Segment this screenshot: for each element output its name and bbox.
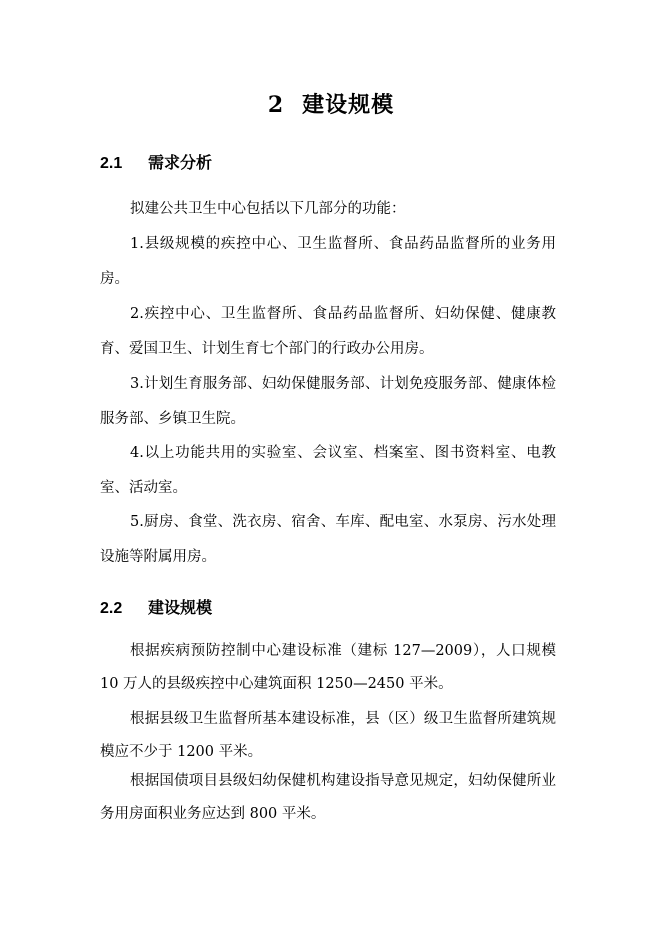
chapter-title [0,88,662,119]
section-title: 需求分析 [148,153,213,172]
section-heading-2-1 [100,150,212,173]
list-item: 3.计划生育服务部、妇幼保健服务部、计划免疫服务部、健康体检服务部、乡镇卫生院。 [100,376,556,427]
list-item: 2.疾控中心、卫生监督所、食品药品监督所、妇幼保健、健康教育、爱国卫生、计划生育七个部门的行政办公用房。 [100,306,556,357]
body-paragraph: 根据县级卫生监督所基本建设标准，县（区）级卫生监督所建筑规模应不少于 1200 平米。 [100,711,556,760]
section-number: 2.2 [100,600,123,617]
chapter-number: 2 [267,92,285,118]
list-item: 4.以上功能共用的实验室、会议室、档案室、图书资料室、电教室、活动室。 [100,445,556,496]
section-number: 2.1 [100,155,123,172]
list-item: 1.县级规模的疾控中心、卫生监督所、食品药品监督所的业务用房。 [100,236,556,287]
section-intro: 拟建公共卫生中心包括以下几部分的功能： [130,201,406,217]
section-title: 建设规模 [148,598,213,617]
body-paragraph: 根据国债项目县级妇幼保健机构建设指导意见规定，妇幼保健所业务用房面积业务应达到 800 平米。 [100,773,556,822]
list-item: 5.厨房、食堂、洗衣房、宿舍、车库、配电室、水泵房、污水处理设施等附属用房。 [100,514,556,565]
section-heading-2-2 [100,595,212,618]
chapter-title-text: 建设规模 [302,92,395,118]
body-paragraph: 根据疾病预防控制中心建设标准（建标 127—2009），人口规模 10 万人的县级疾控中心建筑面积 1250—2450 平米。 [100,643,556,692]
